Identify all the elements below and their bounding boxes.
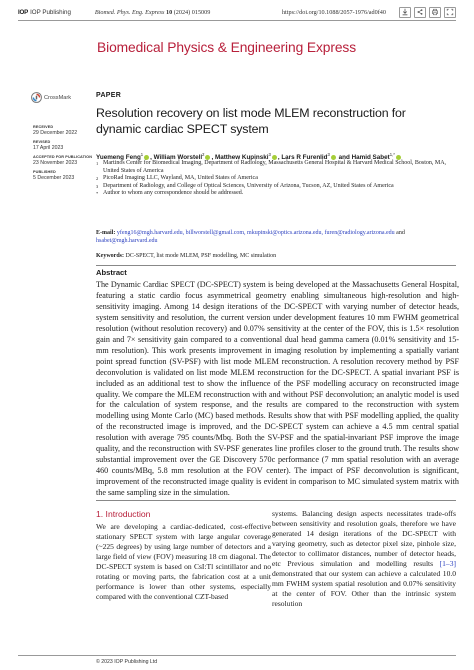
affiliation-text: Department of Radiology, and College of Optical Sciences, University of Arizona, Tucson, AZ, United States of America (103, 182, 394, 189)
author-affil-sup: 3 (327, 152, 330, 157)
affiliation (96, 190, 454, 198)
iop-logo (18, 9, 71, 16)
author-list: Yuemeng Feng$^1$ , William Worstell$^2$ , Matthew Kupinski$^3$ , Lars R Furenlid$^3$ and Hamid Sabet$^{1,*}$ (96, 152, 456, 161)
section-heading: 1. Introduction (96, 509, 151, 519)
author-affil-sup: 3 (268, 152, 271, 157)
publication-dates (33, 121, 93, 181)
intro-left-column: We are developing a cardiac-dedicated, cost-effective stationary SPECT system with large angular coverage (~225 degrees) by using large number of detectors and a large field of view (FOV) measuring 18 cm diagonal. The DC-SPECT system is based on CsI:Tl scintillator and no rotating or moving parts, the fabrication cost at a unit performance is lower than other systems, especially compared with the conventional CZT-based (96, 522, 271, 601)
publisher-name: IOP Publishing (30, 8, 71, 16)
email-and: and (396, 230, 405, 236)
date-label: RECEIVED (33, 125, 54, 129)
author-affil-sup: 1,* (389, 152, 395, 157)
keywords-text: DC-SPECT, list mode MLEM, PSF modelling, MC simulation (125, 253, 277, 259)
share-icon[interactable] (414, 7, 426, 18)
header-rule (18, 20, 456, 21)
affiliation (96, 175, 454, 183)
affiliation-number: 1 (96, 161, 99, 166)
crossmark-badge[interactable] (31, 92, 71, 103)
affiliation-number: * (96, 191, 99, 197)
print-icon[interactable] (429, 7, 441, 18)
affiliation-number: 2 (96, 176, 99, 182)
journal-citation (95, 9, 210, 16)
author-name: Matthew Kupinski (214, 154, 269, 162)
abstract-heading: Abstract (96, 268, 127, 277)
abstract-bottom-rule (96, 500, 456, 501)
download-icon[interactable] (399, 7, 411, 18)
crossmark-label: CrossMark (44, 94, 72, 101)
article-type-label: PAPER (96, 92, 122, 99)
abstract-text: The Dynamic Cardiac SPECT (DC-SPECT) system is being developed at the Massachusetts General Hospital, featuring a static cardio focus asymmetrical geometry enabling simultaneous high-resolution and high-sensitivity imaging. Among 14 design iterations of the DC-SPECT with varying number of detector heads, system sensitivity and resolution, the current version under development features 10 mm FWHM geometrical resolution (without resolution recovery) and 0.07% sensitivity at the center of the FOV, this is 1.5× resolution gain and 7× sensitivity gain compared to a conventional dual head gamma camera (0.01% sensitivity and 15-mm resolution). This work presents improvement in imaging resolution by implementing a spatially variant point spread function (SV-PSF) with list mode MLEM reconstruction. A resolution recovery method by PSF deconvolution is validated on list mode MLEM reconstruction for the DC-SPECT. A spatial invariant PSF is included as an additional test to show the influence of the PSF modelling accuracy on reconstructed image quality. We compare the MLEM reconstruction with and without PSF deconvolution; an analytic model is used for the calculation of system response, and the results are compared to the reconstruction with system modelling using Monte Carlo (MC) based methods. Results show that with PSF modelling applied, the quality of the reconstructed image is improved, and the DC-SPECT system can achieve a 4.5 mm central spatial resolution with average 795 counts/Mbq. Both the SV-PSF and the spatial-invariant PSF improve the image quality, and the reconstruction with SV-PSF generates line profiles closer to the ground truth. The results show substantial improvement over the GE Discovery 570c performance (7 mm spatial resolution with an average 460 counts/MBq, 5.8 mm resolution at the FOV center). The impact of PSF deconvolution is significant, improvement of the reconstructed image quality is evident in comparison to MC simulated system matrix with the same sampling size in the simulation. (96, 280, 459, 498)
intro-right-text-cont: demonstrated that our system can achieve a calculated 10.0 mm FWHM system spatial resolution and 0.07% sensitivity at the center of FOV. Other than the intrinsic system resolution (272, 569, 456, 608)
date-value: 5 December 2023 (33, 175, 75, 181)
crossmark-icon (31, 92, 42, 103)
abstract-top-rule (96, 265, 456, 266)
date-label: ACCEPTED FOR PUBLICATION (33, 155, 93, 159)
author-name: Hamid Sabet (351, 154, 390, 162)
affiliation (96, 183, 454, 191)
author-name: Lars R Furenlid (281, 154, 328, 162)
running-header (18, 6, 456, 18)
affiliation-number: 3 (96, 183, 99, 189)
affiliation-text: Author to whom any correspondence should be addressed. (103, 190, 244, 197)
email-block (96, 230, 456, 245)
keywords-block (96, 253, 456, 259)
email-links[interactable]: yfeng16@mgh.harvard.edu, billworstell@gmail.com, mkupinski@optics.arizona.edu, furen@radiology.arizona.edu (116, 230, 395, 236)
date-entry (33, 170, 93, 181)
citation-link[interactable]: [1–3] (439, 559, 456, 568)
journal-abbrev: Biomed. Phys. Eng. Express (94, 8, 165, 16)
email-label: E-mail: (96, 230, 116, 236)
volume-number: 10 (165, 8, 173, 16)
journal-title: Biomedical Physics & Engineering Express (97, 40, 357, 55)
intro-right-text: systems. Balancing design aspects necessitates trade-offs between sensitivity and resolution goals, therefore we have generated 14 design iterations of the DC-SPECT with varying geometry, such as detector pixel size, pinhole size, detector to collimator distances, number of detector heads, etc Previous simulation and modelling results (272, 509, 456, 568)
date-value: 17 April 2023 (33, 145, 64, 151)
doi-link[interactable]: https://doi.org/10.1088/2057-1976/ad0f40 (281, 8, 386, 16)
footer-rule (18, 655, 456, 656)
affiliation-list (96, 160, 454, 198)
date-entry (33, 125, 93, 136)
author-name: William Worstell (153, 154, 203, 162)
intro-right-column (272, 509, 456, 609)
copyright-notice: © 2023 IOP Publishing Ltd (96, 659, 158, 665)
date-value: 23 November 2023 (33, 160, 78, 166)
date-label: PUBLISHED (33, 170, 56, 174)
author-name: Yuemeng Feng (96, 154, 141, 162)
email-link-last[interactable]: hsabet@mgh.harvard.edu (96, 237, 158, 244)
date-label: REVISED (33, 140, 51, 144)
article-title: Resolution recovery on list mode MLEM reconstruction for dynamic cardiac SPECT system (96, 106, 406, 136)
author-affil-sup: 2 (202, 152, 205, 157)
affiliation-text: Martinos Center for Biomedical Imaging, Department of Radiology, Massachusetts General Hospital & Harvard Medical School, Boston, MA, United States of America (103, 160, 447, 174)
affiliation-text: PicoRad Imaging LLC, Wayland, MA, United States of America (103, 175, 258, 182)
date-value: 29 December 2022 (33, 130, 78, 136)
affiliation (96, 160, 454, 175)
keywords-label: Keywords: (96, 253, 124, 259)
author-affil-sup: 1 (140, 152, 144, 157)
date-entry (33, 140, 93, 151)
date-entry (33, 155, 93, 166)
fullscreen-icon[interactable] (444, 7, 456, 18)
citation-rest: (2024) 015009 (173, 8, 211, 16)
iop-mark: IOP (18, 8, 29, 16)
